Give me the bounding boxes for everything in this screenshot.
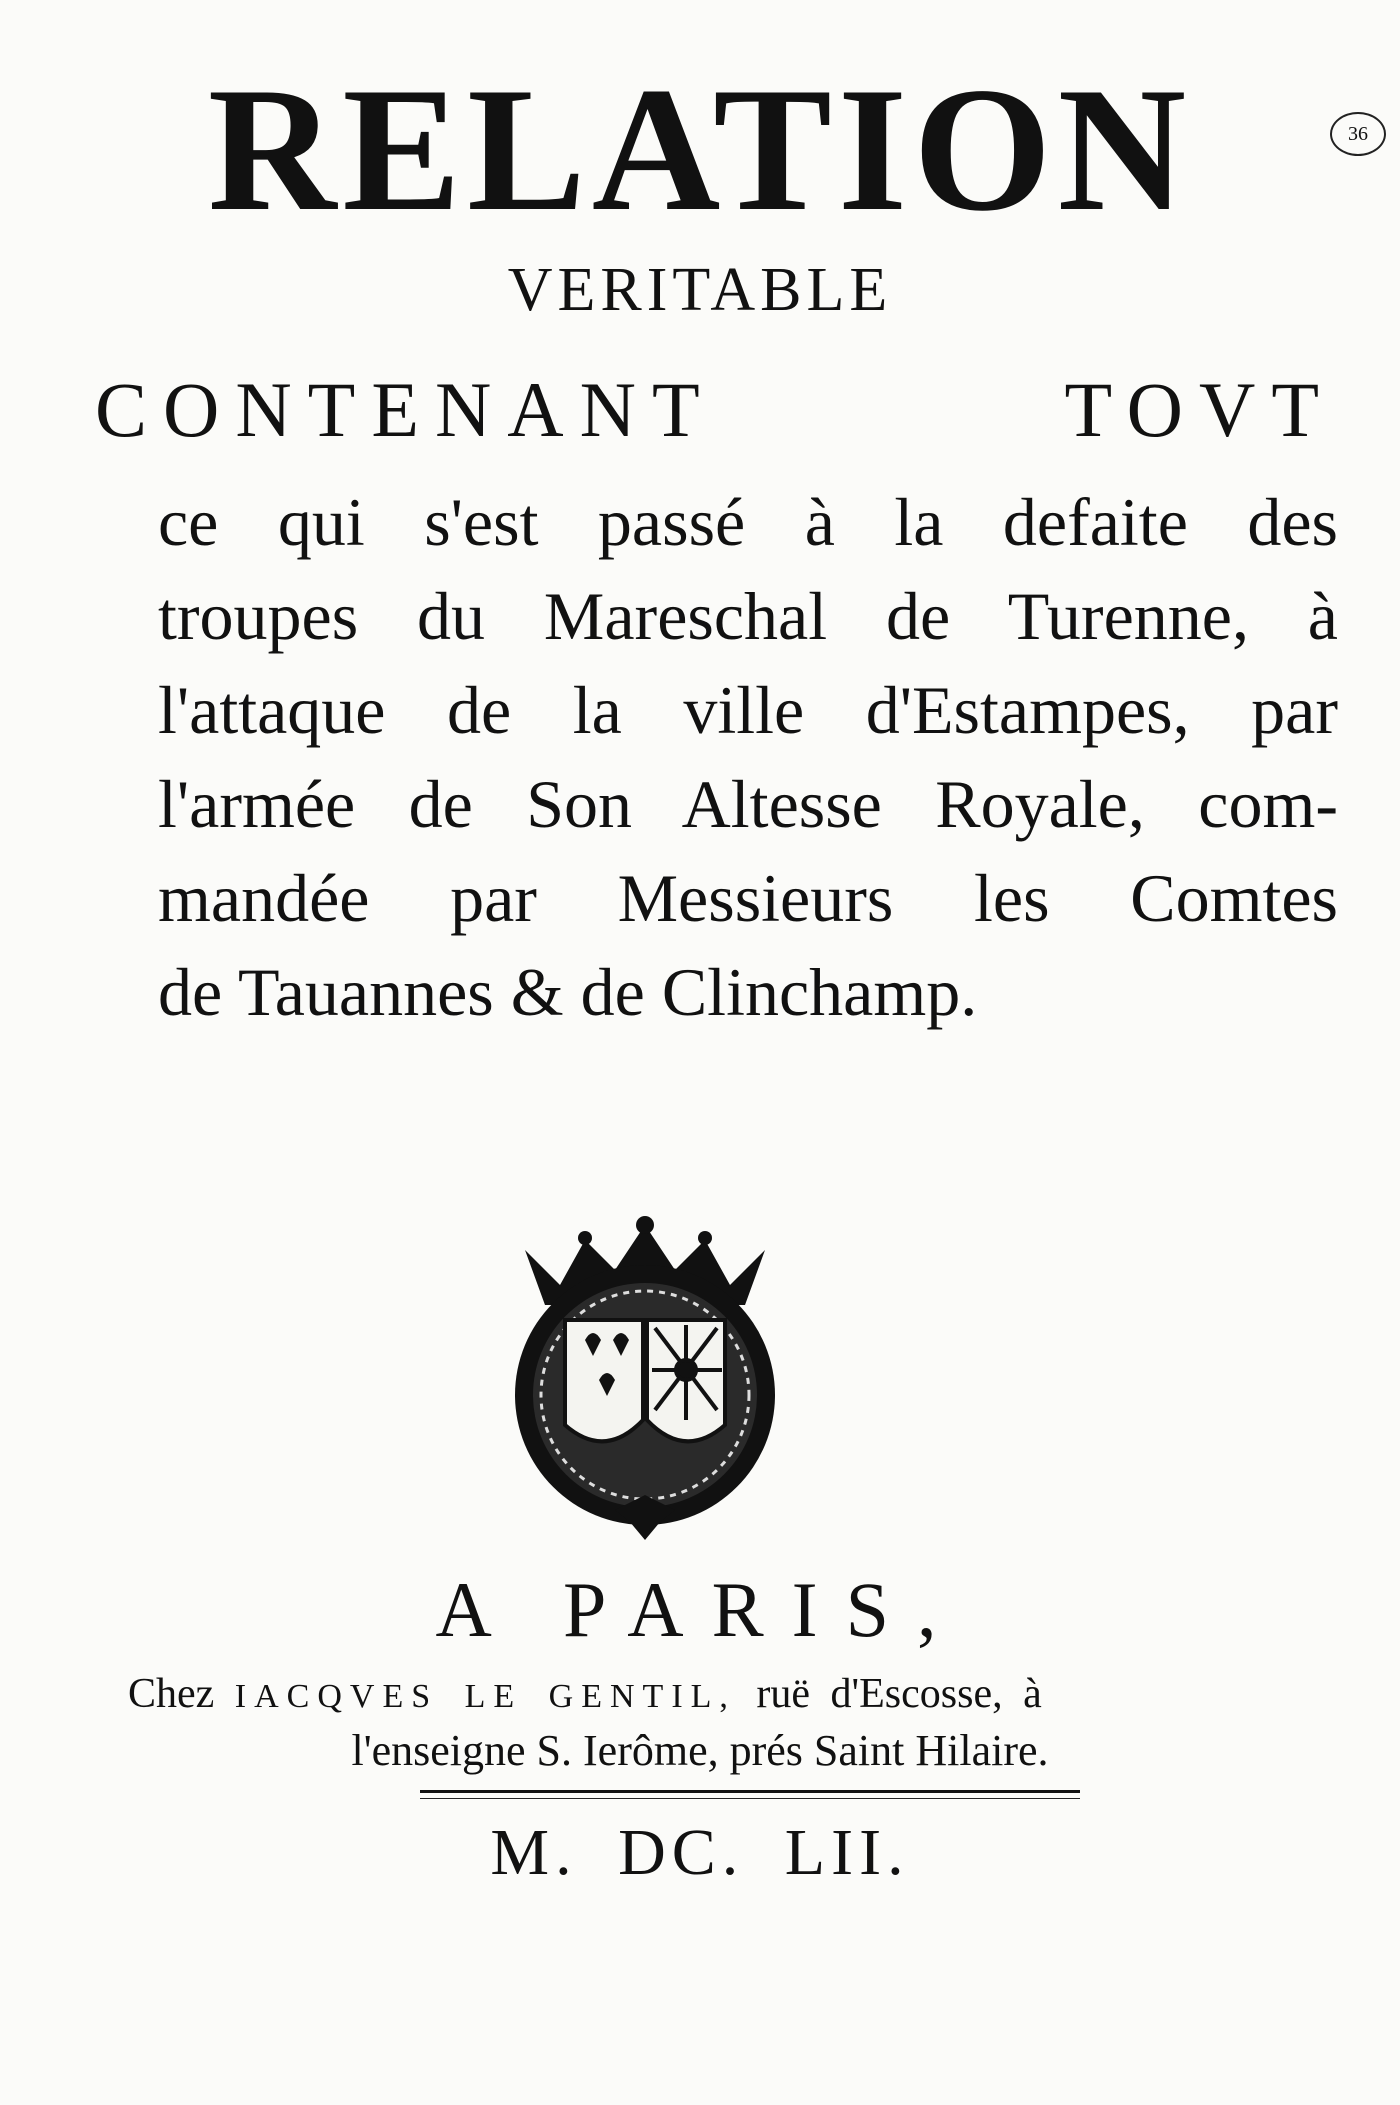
publisher-line-2: l'enseigne S. Ierôme, prés Saint Hilaire. (351, 1726, 1049, 1775)
publisher-address: ruë d'Escosse, à (756, 1671, 1042, 1717)
imprint-city: A PARIS, (435, 1566, 965, 1653)
body-line-3: l'attaque de la ville d'Estampes, par (158, 672, 1338, 748)
imprint-date: M. DC. LII. (490, 1816, 910, 1889)
body-line-5: mandée par Messieurs les Comtes (158, 860, 1338, 936)
document-title: RELATION (207, 50, 1193, 248)
divider-rule-thin (420, 1798, 1080, 1799)
shelfmark-stamp: 36 (1330, 112, 1386, 156)
subtitle-contenant: CONTENANT TOVT (95, 366, 1335, 453)
body-line-6: de Tauannes & de Clinchamp. (158, 954, 978, 1030)
body-line-1: ce qui s'est passé à la defaite des (158, 484, 1338, 560)
publisher-prefix: Chez (128, 1671, 215, 1717)
publisher-line-1 (128, 1670, 1338, 1718)
royal-arms-seal-icon (505, 1210, 785, 1540)
divider-rule (420, 1790, 1080, 1793)
subtitle-veritable: VERITABLE (507, 256, 893, 324)
body-line-2: troupes du Mareschal de Turenne, à (158, 578, 1338, 654)
publisher-name: IACQVES LE GENTIL, (234, 1678, 736, 1715)
body-line-4: l'armée de Son Altesse Royale, com- (158, 766, 1338, 842)
